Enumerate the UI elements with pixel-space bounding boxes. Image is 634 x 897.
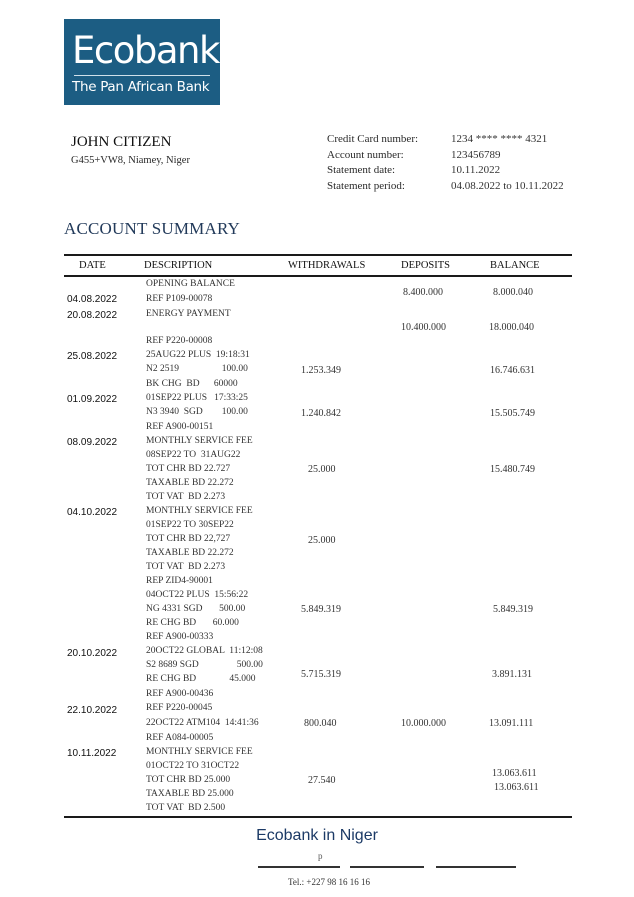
redaction-bar <box>258 866 340 868</box>
row-balance: 16.746.631 <box>490 365 535 376</box>
row-deposit: 10.000.000 <box>401 718 446 729</box>
logo-divider <box>74 75 210 76</box>
row-description-line: N2 2519 100.00 <box>146 364 248 374</box>
footer-redacted-line <box>258 866 516 874</box>
info-value: 123456789 <box>451 149 501 161</box>
row-date: 20.08.2022 <box>67 310 118 321</box>
row-date: 22.10.2022 <box>67 705 118 716</box>
row-withdrawal: 800.040 <box>304 718 337 729</box>
row-description-line: REP ZID4-90001 <box>146 576 213 586</box>
row-deposit: 8.400.000 <box>403 287 443 298</box>
row-balance: 5.849.319 <box>493 604 533 615</box>
row-description-line: 01SEP22 PLUS 17:33:25 <box>146 393 248 403</box>
row-description-line: RE CHG BD 60.000 <box>146 618 239 628</box>
row-description-line: TOT VAT BD 2.273 <box>146 562 226 572</box>
row-date: 20.10.2022 <box>67 648 118 659</box>
row-deposit: 10.400.000 <box>401 322 446 333</box>
row-date: 25.08.2022 <box>67 351 118 362</box>
info-label: Credit Card number: <box>327 133 419 145</box>
logo-wordmark: Ecobank <box>72 29 219 72</box>
info-label: Account number: <box>327 149 404 161</box>
row-withdrawal: 27.540 <box>308 775 336 786</box>
row-balance: 15.480.749 <box>490 464 535 475</box>
row-description-line: OPENING BALANCE <box>146 279 235 289</box>
row-withdrawal: 1.240.842 <box>301 408 341 419</box>
account-summary-title: ACCOUNT SUMMARY <box>64 219 241 238</box>
info-label: Statement date: <box>327 164 396 176</box>
column-header-balance: BALANCE <box>490 260 540 271</box>
row-withdrawal: 5.849.319 <box>301 604 341 615</box>
info-value: 10.11.2022 <box>451 164 501 176</box>
row-date: 04.10.2022 <box>67 507 118 518</box>
column-header-withdrawals: WITHDRAWALS <box>288 260 366 271</box>
row-balance: 18.000.040 <box>489 322 534 333</box>
row-balance: 15.505.749 <box>490 408 535 419</box>
row-description-line: REF A084-00005 <box>146 733 214 743</box>
column-header-deposits: DEPOSITS <box>401 260 451 271</box>
ecobank-logo <box>64 19 220 105</box>
row-withdrawal: 25.000 <box>308 535 336 546</box>
row-description-line: 01SEP22 TO 30SEP22 <box>146 520 234 530</box>
column-header-date: DATE <box>79 260 106 271</box>
row-balance: 8.000.040 <box>493 287 533 298</box>
footer-address-line: p <box>318 851 323 861</box>
footer-bank-name: Ecobank in Niger <box>256 827 378 844</box>
row-description-line: REF A900-00436 <box>146 689 214 699</box>
row-description-line: ENERGY PAYMENT <box>146 309 231 319</box>
row-date: 10.11.2022 <box>67 748 117 759</box>
redaction-bar <box>436 866 516 868</box>
info-value: 1234 **** **** 4321 <box>451 133 548 145</box>
row-description-line: REF A900-00151 <box>146 422 214 432</box>
row-date: 04.08.2022 <box>67 294 118 305</box>
row-description-line: RE CHG BD 45.000 <box>146 674 256 684</box>
row-description-line: REF P109-00078 <box>146 294 213 304</box>
row-withdrawal: 25.000 <box>308 464 336 475</box>
table-header-rule <box>64 275 572 277</box>
table-bottom-rule <box>64 816 572 818</box>
row-description-line: 25AUG22 PLUS 19:18:31 <box>146 350 250 360</box>
row-description-line: TOT CHR BD 25.000 <box>146 775 231 785</box>
row-description-line: N3 3940 SGD 100.00 <box>146 407 248 417</box>
row-balance: 3.891.131 <box>492 669 532 680</box>
info-label: Statement period: <box>327 180 405 192</box>
row-date: 08.09.2022 <box>67 437 118 448</box>
row-withdrawal: 5.715.319 <box>301 669 341 680</box>
row-description-line: TOT VAT BD 2.500 <box>146 803 226 813</box>
row-description-line: REF P220-00008 <box>146 336 213 346</box>
redaction-bar <box>350 866 424 868</box>
customer-name: JOHN CITIZEN <box>71 134 172 150</box>
row-description-line: TOT VAT BD 2.273 <box>146 492 226 502</box>
row-description-line: REF P220-00045 <box>146 703 213 713</box>
row-date: 01.09.2022 <box>67 394 118 405</box>
row-balance: 13.063.611 <box>494 782 539 793</box>
row-description-line: MONTHLY SERVICE FEE <box>146 436 253 446</box>
row-description-line: 04OCT22 PLUS 15:56:22 <box>146 590 249 600</box>
column-header-description: DESCRIPTION <box>144 260 213 271</box>
row-description-line: TAXABLE BD 25.000 <box>146 789 234 799</box>
row-balance: 13.063.611 <box>492 768 537 779</box>
row-description-line: 08SEP22 TO 31AUG22 <box>146 450 241 460</box>
row-description-line: 01OCT22 TO 31OCT22 <box>146 761 240 771</box>
table-top-rule <box>64 254 572 256</box>
row-description-line: TAXABLE BD 22.272 <box>146 478 234 488</box>
info-value: 04.08.2022 to 10.11.2022 <box>451 180 564 192</box>
row-description-line: MONTHLY SERVICE FEE <box>146 506 253 516</box>
row-balance: 13.091.111 <box>489 718 534 729</box>
row-description-line: BK CHG BD 60000 <box>146 379 238 389</box>
row-withdrawal: 1.253.349 <box>301 365 341 376</box>
row-description-line: MONTHLY SERVICE FEE <box>146 747 253 757</box>
customer-address: G455+VW8, Niamey, Niger <box>71 155 190 166</box>
row-description-line: 22OCT22 ATM104 14:41:36 <box>146 718 259 728</box>
footer-telephone: Tel.: +227 98 16 16 16 <box>288 877 370 887</box>
row-description-line: 20OCT22 GLOBAL 11:12:08 <box>146 646 263 656</box>
row-description-line: TAXABLE BD 22.272 <box>146 548 234 558</box>
row-description-line: S2 8689 SGD 500.00 <box>146 660 263 670</box>
row-description-line: REF A900-00333 <box>146 632 214 642</box>
logo-tagline: The Pan African Bank <box>72 79 210 95</box>
row-description-line: TOT CHR BD 22.727 <box>146 464 231 474</box>
row-description-line: TOT CHR BD 22,727 <box>146 534 231 544</box>
row-description-line: NG 4331 SGD 500.00 <box>146 604 246 614</box>
